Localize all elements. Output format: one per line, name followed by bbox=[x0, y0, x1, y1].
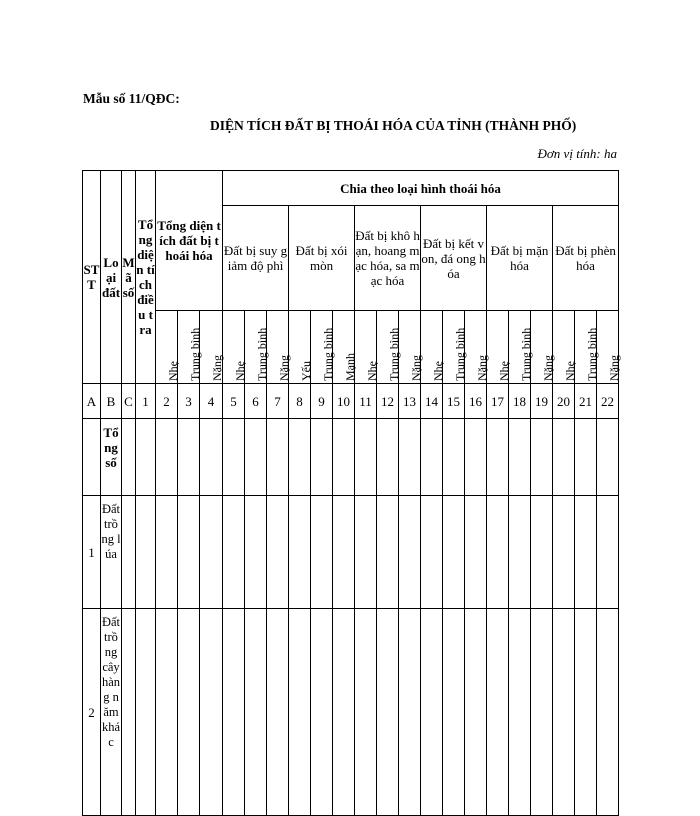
header-chia-theo-loai-hinh: Chia theo loại hình thoái hóa bbox=[223, 171, 619, 206]
data-cell bbox=[245, 496, 267, 609]
level-cell bbox=[178, 311, 200, 384]
level-label: Nhẹ bbox=[232, 361, 247, 381]
level-label: Trung bình bbox=[320, 327, 335, 381]
data-cell bbox=[200, 419, 223, 496]
data-cell bbox=[267, 496, 289, 609]
data-cell bbox=[487, 496, 509, 609]
data-cell bbox=[223, 496, 245, 609]
level-cell bbox=[421, 311, 443, 384]
level-label: Nặng bbox=[276, 355, 291, 381]
data-cell bbox=[200, 609, 223, 816]
data-cell bbox=[531, 609, 553, 816]
data-cell bbox=[377, 609, 399, 816]
col-code: C bbox=[122, 384, 136, 419]
level-label: Nặng bbox=[474, 355, 489, 381]
data-cell bbox=[575, 496, 597, 609]
data-cell bbox=[267, 609, 289, 816]
col-code: 11 bbox=[355, 384, 377, 419]
data-cell bbox=[355, 609, 377, 816]
data-cell bbox=[465, 609, 487, 816]
level-label: Nhẹ bbox=[364, 361, 379, 381]
data-cell bbox=[553, 496, 575, 609]
data-cell bbox=[487, 419, 509, 496]
level-label: Trung bình bbox=[386, 327, 401, 381]
level-label: Trung bình bbox=[187, 327, 202, 381]
data-cell bbox=[289, 609, 311, 816]
data-cell bbox=[311, 419, 333, 496]
level-label: Nặng bbox=[606, 355, 621, 381]
level-cell bbox=[223, 311, 245, 384]
data-cell bbox=[289, 419, 311, 496]
data-cell bbox=[553, 609, 575, 816]
data-cell bbox=[553, 419, 575, 496]
table-row bbox=[83, 609, 619, 816]
data-cell bbox=[421, 419, 443, 496]
data-cell bbox=[421, 609, 443, 816]
level-cell bbox=[597, 311, 619, 384]
col-code: 19 bbox=[531, 384, 553, 419]
data-cell bbox=[156, 419, 178, 496]
row-name: Đất trồng lúa bbox=[101, 496, 122, 609]
data-cell bbox=[245, 419, 267, 496]
col-code: 14 bbox=[421, 384, 443, 419]
data-cell bbox=[223, 419, 245, 496]
col-code: 22 bbox=[597, 384, 619, 419]
level-label: Mạnh bbox=[342, 353, 357, 381]
data-cell bbox=[156, 496, 178, 609]
data-cell bbox=[136, 496, 156, 609]
data-cell bbox=[597, 419, 619, 496]
level-cell bbox=[245, 311, 267, 384]
col-code: 3 bbox=[178, 384, 200, 419]
col-code: 9 bbox=[311, 384, 333, 419]
col-code: 21 bbox=[575, 384, 597, 419]
col-code: A bbox=[83, 384, 101, 419]
header-row-1 bbox=[83, 171, 619, 206]
data-cell bbox=[355, 496, 377, 609]
data-cell bbox=[122, 496, 136, 609]
level-label: Nhẹ bbox=[165, 361, 180, 381]
data-cell bbox=[223, 609, 245, 816]
data-cell bbox=[178, 419, 200, 496]
data-cell bbox=[399, 419, 421, 496]
level-cell bbox=[289, 311, 311, 384]
col-code: 16 bbox=[465, 384, 487, 419]
col-code: 15 bbox=[443, 384, 465, 419]
header-stt: STT bbox=[83, 171, 101, 384]
data-cell bbox=[509, 419, 531, 496]
data-cell bbox=[399, 609, 421, 816]
data-cell bbox=[509, 609, 531, 816]
data-cell bbox=[597, 609, 619, 816]
row-name: Tổng số bbox=[101, 419, 122, 496]
col-code: 4 bbox=[200, 384, 223, 419]
data-cell bbox=[311, 496, 333, 609]
data-cell bbox=[443, 496, 465, 609]
col-code: 17 bbox=[487, 384, 509, 419]
header-tong-dien-tich-dieu-tra: Tổng diện tích điều tra bbox=[136, 171, 156, 384]
header-tong-dien-tich-thoai-hoa: Tổng diện tích đất bị thoái hóa bbox=[156, 171, 223, 311]
col-code: 2 bbox=[156, 384, 178, 419]
form-number: Mẫu số 11/QĐC: bbox=[83, 91, 180, 106]
data-cell bbox=[122, 419, 136, 496]
level-cell bbox=[311, 311, 333, 384]
data-cell bbox=[333, 609, 355, 816]
data-cell bbox=[399, 496, 421, 609]
data-cell bbox=[377, 496, 399, 609]
data-cell bbox=[575, 609, 597, 816]
level-label: Trung bình bbox=[254, 327, 269, 381]
data-cell bbox=[509, 496, 531, 609]
level-label: Trung bình bbox=[518, 327, 533, 381]
level-label: Nặng bbox=[408, 355, 423, 381]
level-cell bbox=[377, 311, 399, 384]
data-cell bbox=[355, 419, 377, 496]
level-label: Yếu bbox=[298, 361, 313, 381]
data-cell bbox=[200, 496, 223, 609]
group-phen-hoa: Đất bị phèn hóa bbox=[553, 206, 619, 311]
data-cell bbox=[575, 419, 597, 496]
land-degradation-table bbox=[82, 170, 619, 816]
data-cell bbox=[136, 419, 156, 496]
header-loai-dat: Loại đất bbox=[101, 171, 122, 384]
col-code: 8 bbox=[289, 384, 311, 419]
header-row-levels bbox=[83, 311, 619, 384]
col-code: 20 bbox=[553, 384, 575, 419]
level-cell bbox=[465, 311, 487, 384]
data-cell bbox=[377, 419, 399, 496]
data-cell bbox=[267, 419, 289, 496]
level-cell bbox=[355, 311, 377, 384]
level-cell bbox=[443, 311, 465, 384]
data-cell bbox=[136, 609, 156, 816]
data-cell bbox=[156, 609, 178, 816]
level-label: Nặng bbox=[210, 355, 225, 381]
group-suy-giam-do-phi: Đất bị suy giảm độ phì bbox=[223, 206, 289, 311]
row-stt bbox=[83, 419, 101, 496]
row-stt: 1 bbox=[83, 496, 101, 609]
level-label: Nhẹ bbox=[496, 361, 511, 381]
level-label: Nhẹ bbox=[430, 361, 445, 381]
level-cell bbox=[333, 311, 355, 384]
row-name: Đất trồng cây hàng năm khác bbox=[101, 609, 122, 816]
document-title: DIỆN TÍCH ĐẤT BỊ THOÁI HÓA CỦA TỈNH (THÀNH PHỐ) bbox=[210, 118, 577, 133]
data-cell bbox=[333, 419, 355, 496]
data-cell bbox=[531, 496, 553, 609]
level-cell bbox=[487, 311, 509, 384]
col-code: 13 bbox=[399, 384, 421, 419]
table-row bbox=[83, 419, 619, 496]
data-cell bbox=[421, 496, 443, 609]
col-code: 6 bbox=[245, 384, 267, 419]
group-kho-han: Đất bị khô hạn, hoang mạc hóa, sa mạc hóa bbox=[355, 206, 421, 311]
col-code: 7 bbox=[267, 384, 289, 419]
unit-label: Đơn vị tính: ha bbox=[537, 146, 617, 161]
data-cell bbox=[289, 496, 311, 609]
header-ma-so: Mã số bbox=[122, 171, 136, 384]
col-code: B bbox=[101, 384, 122, 419]
column-code-row bbox=[83, 384, 619, 419]
level-cell bbox=[267, 311, 289, 384]
level-cell bbox=[200, 311, 223, 384]
col-code: 10 bbox=[333, 384, 355, 419]
data-cell bbox=[487, 609, 509, 816]
level-label: Trung bình bbox=[452, 327, 467, 381]
data-cell bbox=[122, 609, 136, 816]
col-code: 1 bbox=[136, 384, 156, 419]
level-cell bbox=[156, 311, 178, 384]
data-cell bbox=[245, 609, 267, 816]
data-cell bbox=[443, 419, 465, 496]
level-cell bbox=[531, 311, 553, 384]
data-cell bbox=[311, 609, 333, 816]
col-code: 12 bbox=[377, 384, 399, 419]
data-cell bbox=[333, 496, 355, 609]
group-ket-von: Đất bị kết von, đá ong hóa bbox=[421, 206, 487, 311]
level-cell bbox=[575, 311, 597, 384]
data-cell bbox=[178, 496, 200, 609]
col-code: 18 bbox=[509, 384, 531, 419]
data-cell bbox=[531, 419, 553, 496]
level-label: Nặng bbox=[540, 355, 555, 381]
data-cell bbox=[465, 496, 487, 609]
level-label: Nhẹ bbox=[562, 361, 577, 381]
level-cell bbox=[553, 311, 575, 384]
col-code: 5 bbox=[223, 384, 245, 419]
level-cell bbox=[509, 311, 531, 384]
group-man-hoa: Đất bị mặn hóa bbox=[487, 206, 553, 311]
table-row bbox=[83, 496, 619, 609]
group-xoi-mon: Đất bị xói mòn bbox=[289, 206, 355, 311]
level-label: Trung bình bbox=[584, 327, 599, 381]
data-cell bbox=[465, 419, 487, 496]
data-cell bbox=[178, 609, 200, 816]
level-cell bbox=[399, 311, 421, 384]
data-cell bbox=[443, 609, 465, 816]
row-stt: 2 bbox=[83, 609, 101, 816]
data-cell bbox=[597, 496, 619, 609]
